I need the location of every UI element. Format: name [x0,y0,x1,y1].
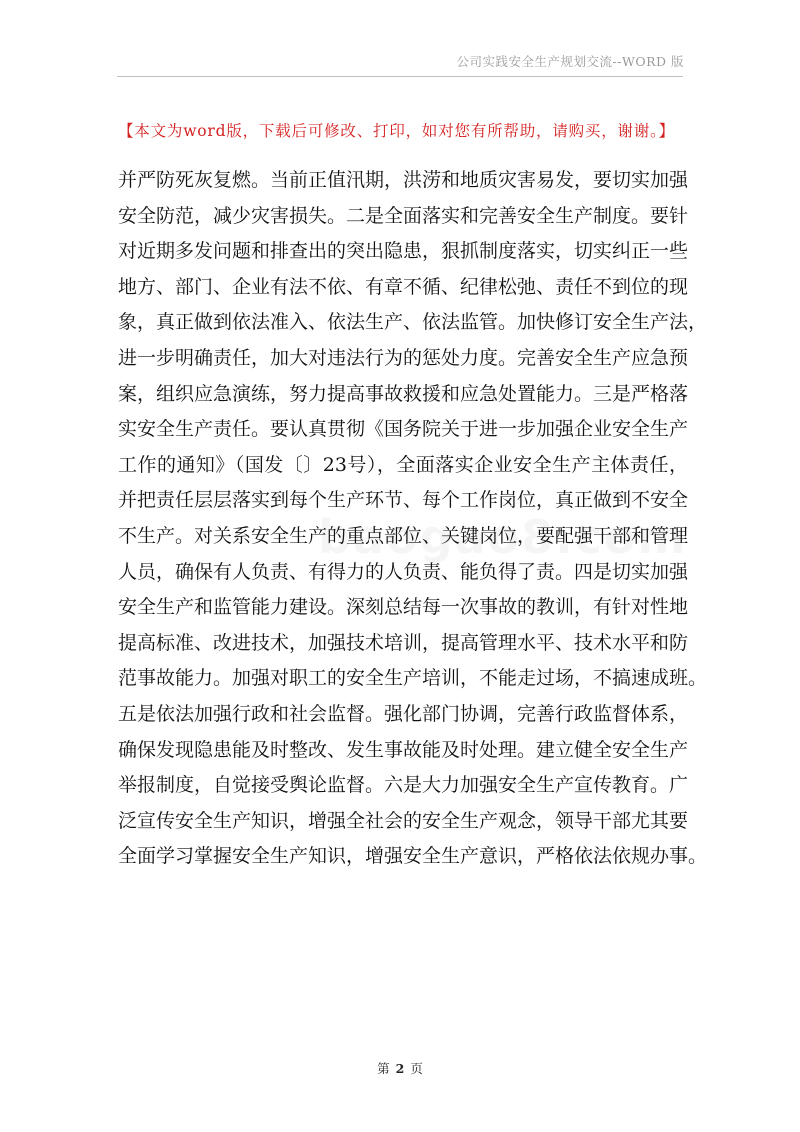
download-notice: 【本文为word版，下载后可修改、打印，如对您有所帮助，请购买，谢谢。】 [118,122,675,140]
text-line: 实安全生产责任。要认真贯彻《国务院关于进一步加强企业安全生产 [118,418,689,441]
text-line: 不生产。对关系安全生产的重点部位、关键岗位，要配强干部和管理 [118,524,689,547]
text-line: 人员，确保有人负责、有得力的人负责、能负得了责。四是切实加强 [118,560,689,583]
text-line: 地方、部门、企业有法不依、有章不循、纪律松弛、责任不到位的现 [118,275,689,298]
text-line: 安全防范，减少灾害损失。二是全面落实和完善安全生产制度。要针 [118,204,689,227]
footer-prefix: 第 [377,1061,390,1076]
text-line: 五是依法加强行政和社会监督。强化部门协调，完善行政监督体系， [118,702,689,725]
page-header-title: 公司实践安全生产规划交流--WORD 版 [456,54,684,69]
footer-suffix: 页 [410,1061,423,1076]
text-line: 举报制度，自觉接受舆论监督。六是大力加强安全生产宣传教育。广 [118,774,689,797]
header-divider [117,76,683,77]
text-line: 对近期多发问题和排查出的突出隐患，狠抓制度落实，切实纠正一些 [118,240,689,263]
text-line: 全面学习掌握安全生产知识，增强安全生产意识，严格依法依规办事。 [118,845,708,868]
text-line: 泛宣传安全生产知识，增强全社会的安全生产观念，领导干部尤其要 [118,809,689,832]
text-line: 工作的通知》（国发〔〕23号），全面落实企业安全生产主体责任， [118,453,688,476]
text-line: 确保发现隐患能及时整改、发生事故能及时处理。建立健全安全生产 [118,738,689,761]
text-line: 安全生产和监管能力建设。深刻总结每一次事故的教训，有针对性地 [118,596,689,619]
text-line: 案，组织应急演练，努力提高事故救援和应急处置能力。三是严格落 [118,382,689,405]
page-footer [0,1059,800,1077]
text-line: 并把责任层层落实到每个生产环节、每个工作岗位，真正做到不安全 [118,489,689,512]
text-line: 提高标准、改进技术，加强技术培训，提高管理水平、技术水平和防 [118,631,689,654]
body-text [118,163,708,875]
text-line: 进一步明确责任，加大对违法行为的惩处力度。完善安全生产应急预 [118,346,689,369]
text-line: 范事故能力。加强对职工的安全生产培训，不能走过场，不搞速成班。 [118,667,708,690]
text-line: 象，真正做到依法准入、依法生产、依法监管。加快修订安全生产法， [118,311,708,334]
text-line: 并严防死灰复燃。当前正值汛期，洪涝和地质灾害易发，要切实加强 [118,169,689,191]
page-number: 2 [395,1061,405,1076]
